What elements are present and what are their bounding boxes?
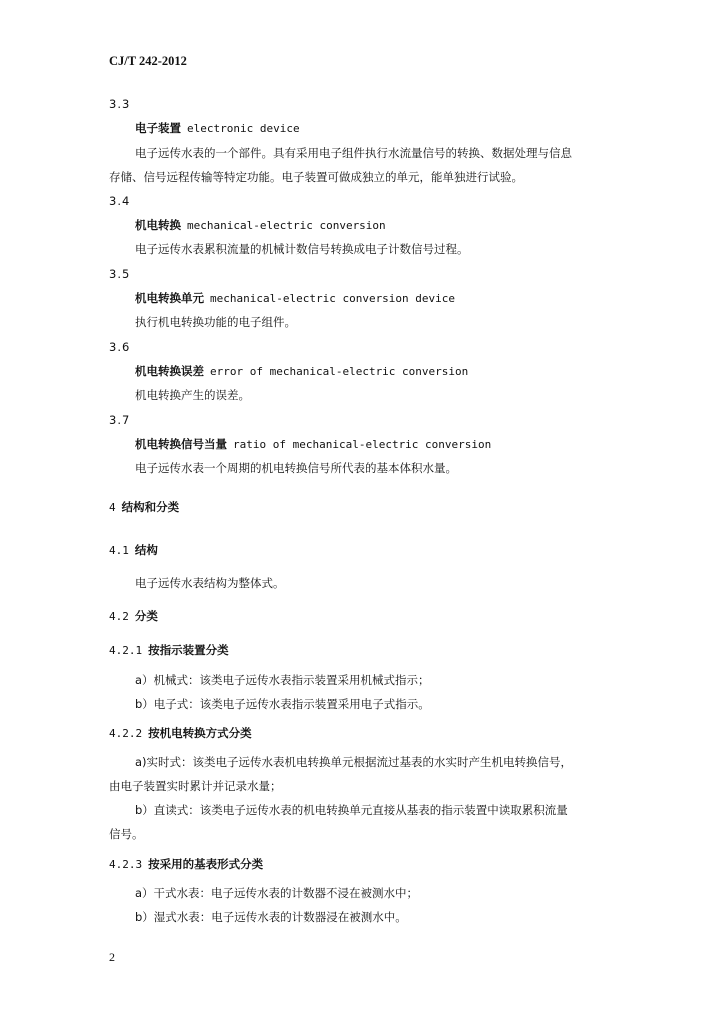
section-title: 按机电转换方式分类 <box>148 726 252 740</box>
term-zh: 机电转换单元 <box>135 291 204 305</box>
section-heading <box>109 608 158 625</box>
section-number: 4.2.2 <box>109 727 143 740</box>
term-definition: 执行机电转换功能的电子组件。 <box>135 315 296 329</box>
page-number: 2 <box>109 950 115 964</box>
paragraph: 电子远传水表结构为整体式。 <box>135 576 285 590</box>
list-item-continuation: 由电子装置实时累计并记录水量； <box>109 779 282 793</box>
section-number: 4 <box>109 501 116 514</box>
section-number: 4.2 <box>109 610 129 623</box>
term-en: ratio of mechanical-electric conversion <box>233 438 492 451</box>
term-number: 3.5 <box>109 267 131 281</box>
term-definition: 机电转换产生的误差。 <box>135 388 250 402</box>
section-heading <box>109 542 158 559</box>
term-en: electronic device <box>187 122 300 135</box>
section-title: 按采用的基表形式分类 <box>148 857 264 871</box>
section-title: 结构 <box>134 543 158 557</box>
section-heading <box>109 499 179 516</box>
term-number: 3.4 <box>109 194 131 208</box>
term-zh: 机电转换 <box>135 218 181 232</box>
section-title: 按指示装置分类 <box>148 643 229 657</box>
term-definition: 电子远传水表的一个部件。具有采用电子组件执行水流量信号的转换、数据处理与信息 <box>135 146 572 160</box>
list-item: b）电子式：该类电子远传水表指示装置采用电子式指示。 <box>135 697 430 711</box>
term-en: mechanical-electric conversion device <box>210 292 456 305</box>
term-definition: 存储、信号远程传输等特定功能。电子装置可做成独立的单元，能单独进行试验。 <box>109 170 523 184</box>
term-heading <box>135 363 468 380</box>
term-number: 3.7 <box>109 413 131 427</box>
term-heading <box>135 217 386 234</box>
list-item: a）机械式：该类电子远传水表指示装置采用机械式指示； <box>135 673 430 687</box>
section-title: 结构和分类 <box>121 500 180 514</box>
section-heading <box>109 856 263 873</box>
term-zh: 机电转换误差 <box>135 364 204 378</box>
term-definition: 电子远传水表累积流量的机械计数信号转换成电子计数信号过程。 <box>135 242 469 256</box>
term-en: mechanical-electric conversion <box>187 219 386 232</box>
list-item: b）湿式水表：电子远传水表的计数器浸在被测水中。 <box>135 910 407 924</box>
term-number: 3.3 <box>109 97 131 111</box>
list-item: b）直读式：该类电子远传水表的机电转换单元直接从基表的指示装置中读取累积流量 <box>135 803 568 817</box>
term-heading <box>135 120 300 137</box>
list-item: a）干式水表：电子远传水表的计数器不浸在被测水中； <box>135 886 419 900</box>
list-item: a)实时式：该类电子远传水表机电转换单元根据流过基表的水实时产生机电转换信号， <box>135 755 573 769</box>
list-item-continuation: 信号。 <box>109 827 144 841</box>
term-definition: 电子远传水表一个周期的机电转换信号所代表的基本体积水量。 <box>135 461 457 475</box>
term-en: error of mechanical-electric conversion <box>210 365 469 378</box>
term-zh: 机电转换信号当量 <box>135 437 227 451</box>
section-number: 4.2.1 <box>109 644 143 657</box>
section-heading <box>109 642 229 659</box>
term-zh: 电子装置 <box>135 121 181 135</box>
section-heading <box>109 725 252 742</box>
term-number: 3.6 <box>109 340 131 354</box>
term-heading <box>135 290 455 307</box>
section-title: 分类 <box>134 609 158 623</box>
term-heading <box>135 436 491 453</box>
section-number: 4.1 <box>109 544 129 557</box>
document-header: CJ/T 242-2012 <box>109 54 187 68</box>
section-number: 4.2.3 <box>109 858 143 871</box>
